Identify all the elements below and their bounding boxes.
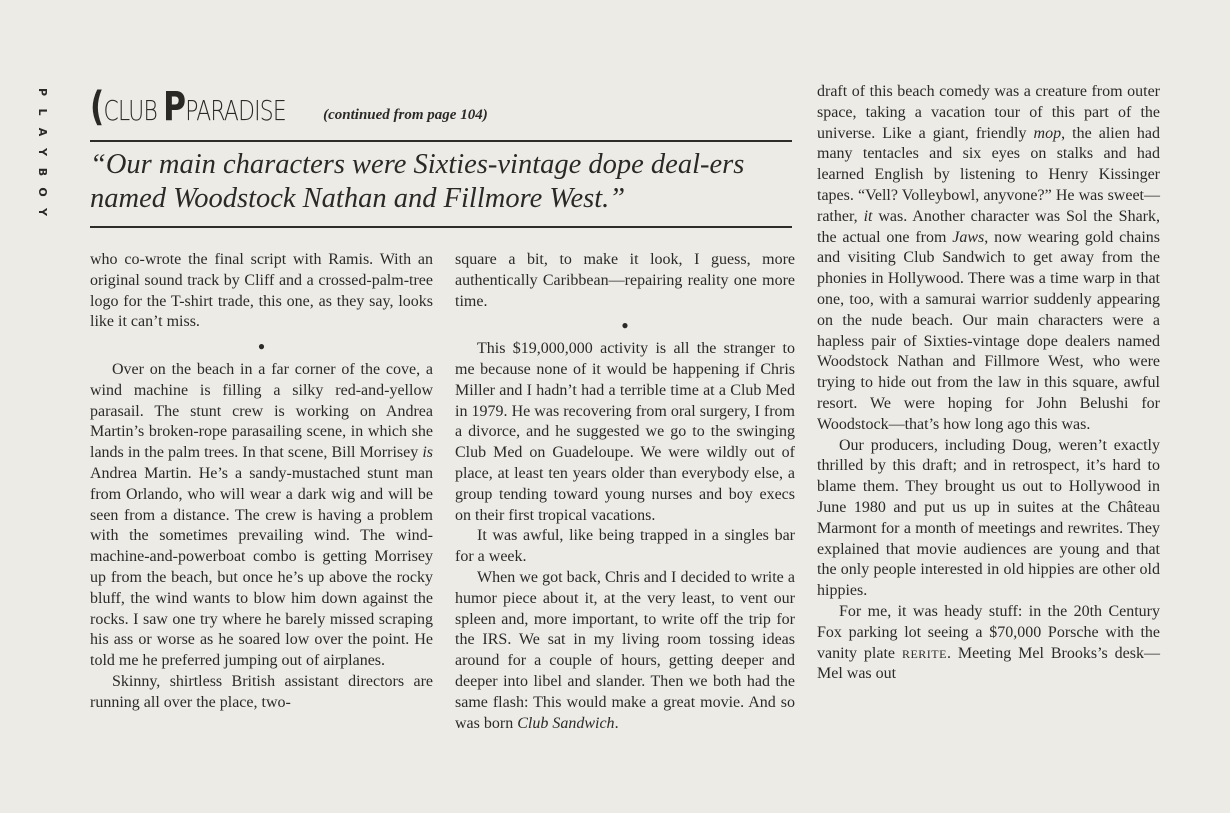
column-2	[455, 250, 795, 734]
paragraph: who co-wrote the final script with Ramis. With an original sound track by Cliff and a crossed-palm-tree logo for the T-shirt trade, this one, as they say, looks like it can’t miss.	[90, 251, 433, 331]
section-bullet: ●	[621, 318, 629, 333]
continued-note: (continued from page 104)	[323, 107, 488, 123]
section-bullet: ●	[257, 339, 266, 354]
title-club: CLUB	[103, 94, 157, 127]
paragraph: Our producers, including Doug, weren’t exactly thrilled by this draft; and in retrospect, it’s hard to blame them. They brought us out to Hollywood in June 1980 and put us up in suites at the Château Marmont for a month of meetings and rewrites. They explained that movie audiences are young and that the only people interested in old hippies are other old hippies.	[817, 436, 1160, 600]
article-header	[90, 82, 792, 228]
column-1	[90, 250, 433, 714]
title-paradise: PARADISE	[185, 94, 286, 127]
column-3	[817, 82, 1160, 685]
paragraph: Over on the beach in a far corner of the cove, a wind machine is filling a silky red-and-yellow parasail. The stunt crew is working on Andrea Martin’s broken-rope parasailing scene, in which she lands in the palm trees. In that scene, Bill Morrisey is Andrea Martin. He’s a sandy-mustached stunt man from Orlando, who will wear a dark wig and will be seen from a distance. The crew is having a problem with the sometimes prevailing wind. The wind-machine-and-powerboat combo is getting Morrisey up from the beach, but once he’s up above the rocky bluff, the wind wants to blow him down against the rocks. I saw one try where he barely missed scraping his ass or worse as he soared low over the point. He told me he preferred jumping out of airplanes.	[90, 360, 433, 670]
paragraph: For me, it was heady stuff: in the 20th Century Fox parking lot seeing a $70,000 Porsche with the vanity plate RERITE. Meeting Mel Brooks’s desk—Mel was out	[817, 602, 1160, 683]
article-title-logo: (CLUB PPARADISE	[90, 84, 286, 130]
logo-letter: P	[36, 87, 49, 97]
logo-letter: Y	[36, 148, 49, 156]
paragraph: Skinny, shirtless British assistant directors are running all over the place, two-	[90, 672, 433, 711]
pull-quote: “Our main characters were Sixties-vintage dope deal-ers named Woodstock Nathan and Fillmore West.”	[90, 149, 745, 214]
paragraph: This $19,000,000 activity is all the stranger to me because none of it would be happening if Chris Miller and I hadn’t had a terrible time at a Club Med in 1979. He was recovering from oral surgery, I from a divorce, and he suggested we go to the swinging Club Med on Guadeloupe. We were wildly out of place, at least ten years older than everybody else, a group tending toward young nurses and boy execs on their first tropical vacations.	[455, 340, 795, 524]
title-line	[90, 82, 792, 130]
logo-letter: Y	[36, 208, 49, 216]
playboy-vertical-logo	[34, 82, 50, 222]
logo-letter: B	[36, 167, 49, 177]
paragraph: draft of this beach comedy was a creature from outer space, taking a vacation tour of this part of the universe. Like a giant, friendly mop, the alien had many tentacles and six eyes on stalks and had learned English by listening to Henry Kissinger tapes. “Vell? Volleybowl, anyvone?” He was sweet—rather, it was. Another character was Sol the Shark, the actual one from Jaws, now wearing gold chains and visiting Club Sandwich to get away from the phonies in Hollywood. There was a time warp in that one, too, with a samurai warrior suddenly appearing on the nude beach. Our main characters were a hapless pair of Sixties-vintage dope dealers named Woodstock Nathan and Fillmore West, who were trying to hide out from the law in this square, awful resort. We were hoping for John Belushi for Woodstock—that’s how long ago this was.	[817, 83, 1160, 433]
bottom-rule	[90, 226, 792, 228]
top-rule	[90, 140, 792, 142]
logo-letter: O	[36, 187, 49, 197]
paragraph: It was awful, like being trapped in a singles bar for a week.	[455, 527, 795, 566]
logo-letter: A	[36, 127, 49, 137]
paragraph: square a bit, to make it look, I guess, more authentically Caribbean—repairing reality one more time.	[455, 251, 795, 310]
logo-letter: L	[36, 108, 49, 116]
paragraph: When we got back, Chris and I decided to write a humor piece about it, at the very least, to vent our spleen and, more important, to write off the trip for the IRS. We sat in my living room tossing ideas around for a couple of hours, getting deeper and deeper into libel and slander. Then we both had the same flash: This would make a great movie. And so was born Club Sandwich.	[455, 568, 795, 732]
